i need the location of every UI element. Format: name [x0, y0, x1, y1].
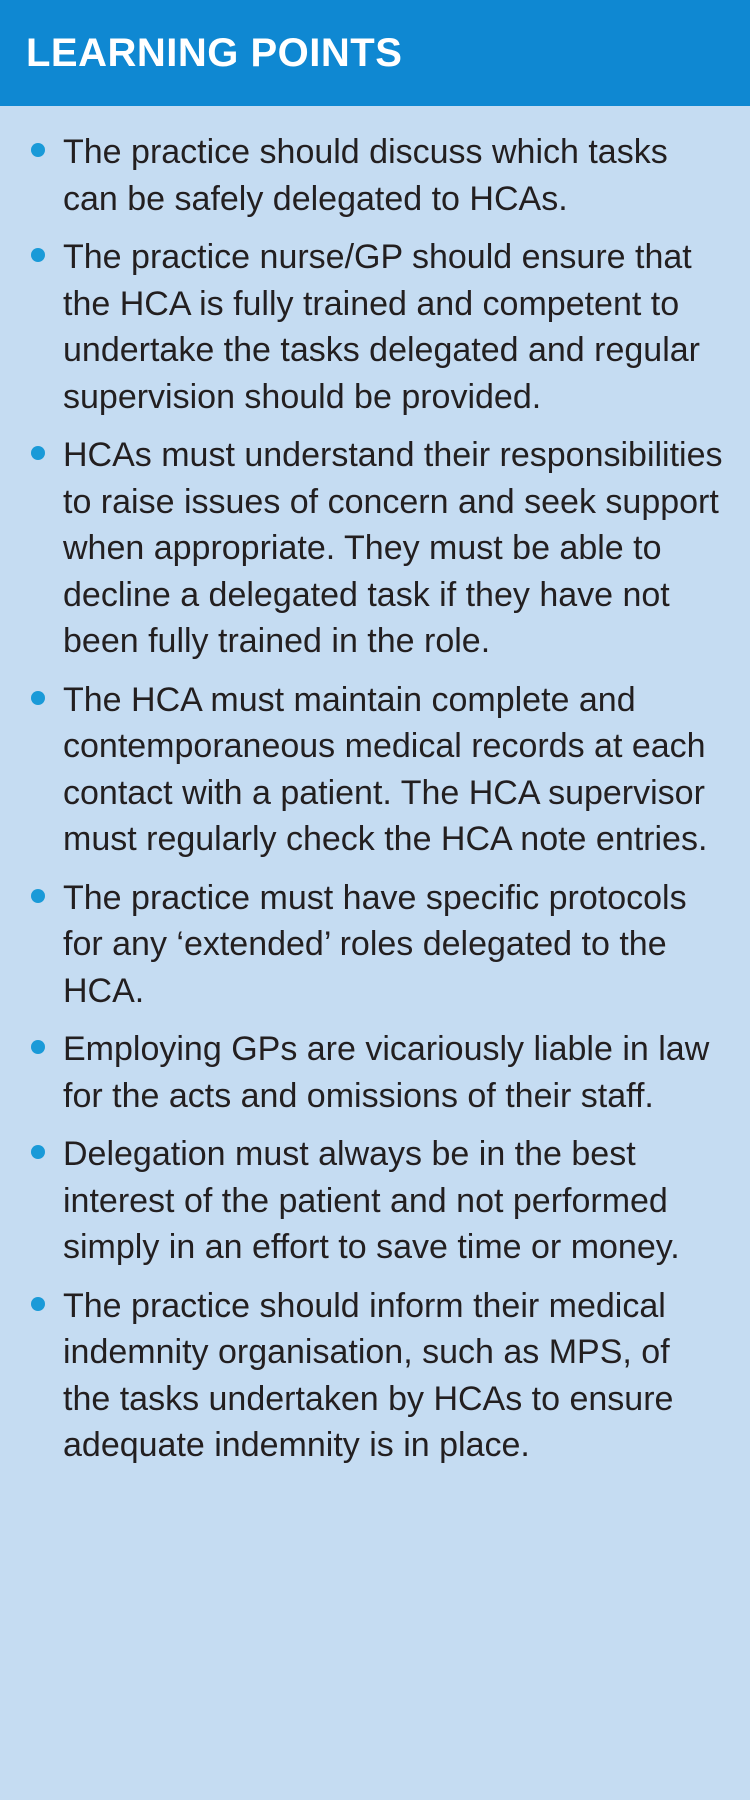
- bullet-icon: [31, 446, 45, 460]
- box-title: LEARNING POINTS: [26, 30, 403, 75]
- bullet-icon: [31, 248, 45, 262]
- list-item-text: HCAs must understand their responsibilities to raise issues of concern and seek support when appropriate. They must be able to decline a delegated task if they have not been fully trained in the role.: [63, 436, 723, 660]
- list-item: [24, 432, 726, 665]
- list-item: [24, 234, 726, 420]
- list-item-text: The practice must have specific protocols for any ‘extended’ roles delegated to the HCA.: [63, 878, 687, 1010]
- list-item: [24, 1283, 726, 1469]
- bullet-icon: [31, 1145, 45, 1159]
- list-item-text: Employing GPs are vicariously liable in law for the acts and omissions of their staff.: [63, 1030, 710, 1115]
- list-item-text: Delegation must always be in the best interest of the patient and not performed simply in an effort to save time or money.: [63, 1135, 680, 1266]
- list-item: [24, 677, 726, 863]
- learning-points-list: [0, 106, 750, 1469]
- list-item: [24, 129, 726, 222]
- list-item: [24, 1131, 726, 1271]
- list-item-text: The practice should inform their medical indemnity organisation, such as MPS, of the tasks undertaken by HCAs to ensure adequate indemnity is in place.: [63, 1286, 674, 1464]
- list-item-text: The HCA must maintain complete and contemporaneous medical records at each contact with a patient. The HCA supervisor must regularly check the HCA note entries.: [63, 680, 708, 858]
- bullet-icon: [31, 143, 45, 157]
- list-item: [24, 875, 726, 1015]
- list-item: [24, 1026, 726, 1119]
- box-header: [0, 0, 750, 106]
- bullet-icon: [31, 1040, 45, 1054]
- list-item-text: The practice should discuss which tasks can be safely delegated to HCAs.: [63, 133, 668, 218]
- bullet-icon: [31, 691, 45, 705]
- list-item-text: The practice nurse/GP should ensure that the HCA is fully trained and competent to undertake the tasks delegated and regular supervision should be provided.: [63, 238, 701, 416]
- bullet-icon: [31, 889, 45, 903]
- bullet-icon: [31, 1297, 45, 1311]
